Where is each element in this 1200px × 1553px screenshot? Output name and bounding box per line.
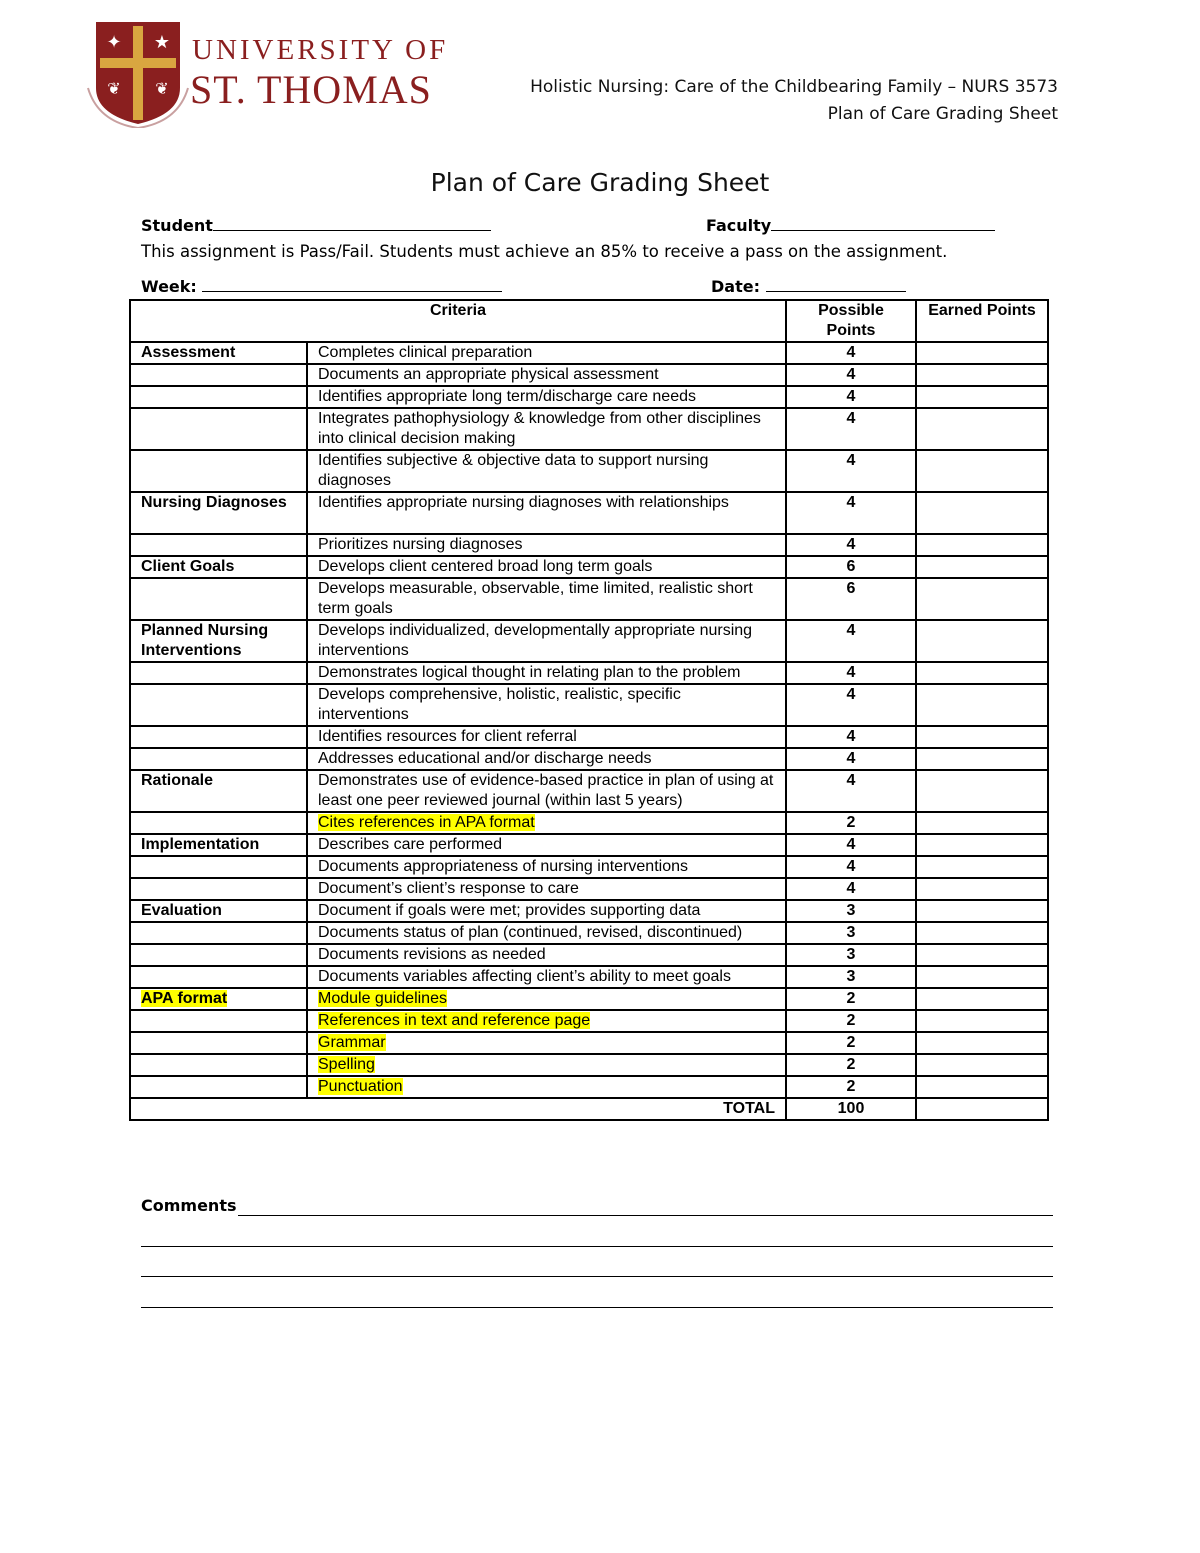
row-possible-points: 4 [786, 534, 916, 556]
criterion-text: Addresses educational and/or discharge needs [318, 750, 652, 767]
criterion-text: Identifies appropriate long term/discharge care needs [318, 388, 696, 405]
criterion-text: Identifies resources for client referral [318, 728, 577, 745]
criterion-text: References in text and reference page [318, 1012, 591, 1029]
row-possible-points: 4 [786, 386, 916, 408]
row-possible-points: 4 [786, 662, 916, 684]
total-value: 100 [786, 1098, 916, 1120]
row-category [130, 922, 307, 944]
row-possible-points: 3 [786, 922, 916, 944]
row-criterion [307, 900, 786, 922]
row-possible-points: 6 [786, 556, 916, 578]
date-label: Date: [711, 277, 760, 296]
row-criterion [307, 988, 786, 1010]
row-category [130, 834, 307, 856]
row-possible-points: 6 [786, 578, 916, 620]
header-subtitle: Plan of Care Grading Sheet [827, 104, 1058, 124]
row-category [130, 492, 307, 534]
row-criterion [307, 684, 786, 726]
criterion-text: Documents an appropriate physical assessment [318, 366, 659, 383]
row-category [130, 342, 307, 364]
table-row [130, 812, 1048, 834]
row-earned-points[interactable] [916, 1076, 1048, 1098]
criterion-text: Identifies appropriate nursing diagnoses with relationships [318, 494, 729, 511]
row-category [130, 364, 307, 386]
total-label: TOTAL [130, 1098, 786, 1120]
row-criterion [307, 834, 786, 856]
row-category [130, 1054, 307, 1076]
criterion-text: Develops comprehensive, holistic, realistic, specific interventions [318, 686, 681, 723]
row-criterion [307, 408, 786, 450]
criterion-text: Demonstrates logical thought in relating plan to the problem [318, 664, 741, 681]
table-row [130, 556, 1048, 578]
student-field[interactable] [141, 214, 491, 235]
row-earned-points[interactable] [916, 856, 1048, 878]
week-label: Week: [141, 277, 197, 296]
category-label: Assessment [141, 344, 236, 361]
table-row [130, 770, 1048, 812]
svg-text:❦: ❦ [107, 79, 121, 98]
row-criterion [307, 534, 786, 556]
row-earned-points[interactable] [916, 900, 1048, 922]
row-possible-points: 2 [786, 1032, 916, 1054]
row-category [130, 1076, 307, 1098]
week-line[interactable] [202, 275, 502, 292]
svg-text:★: ★ [153, 32, 171, 53]
row-category [130, 1010, 307, 1032]
comments-label: Comments [141, 1196, 237, 1215]
row-possible-points: 4 [786, 726, 916, 748]
row-criterion [307, 1032, 786, 1054]
row-possible-points: 4 [786, 834, 916, 856]
table-row [130, 900, 1048, 922]
date-field[interactable] [711, 275, 906, 296]
table-row [130, 620, 1048, 662]
row-possible-points: 4 [786, 364, 916, 386]
row-criterion [307, 812, 786, 834]
grading-table [129, 299, 1049, 1121]
pass-fail-note: This assignment is Pass/Fail. Students must achieve an 85% to receive a pass on the assignment. [141, 242, 948, 261]
table-row [130, 1054, 1048, 1076]
faculty-field[interactable] [706, 214, 995, 235]
criterion-text: Grammar [318, 1034, 386, 1051]
row-category [130, 812, 307, 834]
row-possible-points: 4 [786, 684, 916, 726]
category-label: APA format [141, 990, 228, 1007]
row-category [130, 1032, 307, 1054]
row-possible-points: 4 [786, 620, 916, 662]
row-category [130, 534, 307, 556]
table-row [130, 492, 1048, 534]
row-earned-points[interactable] [916, 726, 1048, 748]
row-earned-points[interactable] [916, 556, 1048, 578]
row-category [130, 944, 307, 966]
criterion-text: Identifies subjective & objective data to support nursing diagnoses [318, 452, 709, 489]
student-line[interactable] [213, 214, 491, 231]
logo-st-thomas: ST. THOMAS [190, 67, 432, 112]
header-course: Holistic Nursing: Care of the Childbearing Family – NURS 3573 [530, 77, 1058, 97]
criterion-text: Integrates pathophysiology & knowledge from other disciplines into clinical decision making [318, 410, 761, 447]
row-possible-points: 4 [786, 492, 916, 534]
row-earned-points[interactable] [916, 450, 1048, 492]
student-label: Student [141, 216, 213, 235]
table-row [130, 364, 1048, 386]
criterion-text: Documents appropriateness of nursing interventions [318, 858, 688, 875]
table-row [130, 578, 1048, 620]
category-label: Rationale [141, 772, 214, 789]
total-earned[interactable] [916, 1098, 1048, 1120]
row-category [130, 556, 307, 578]
row-criterion [307, 966, 786, 988]
table-row [130, 534, 1048, 556]
row-category [130, 578, 307, 620]
table-row [130, 684, 1048, 726]
criterion-text: Documents variables affecting client’s ability to meet goals [318, 968, 731, 985]
row-earned-points[interactable] [916, 492, 1048, 534]
category-label: Nursing Diagnoses [141, 494, 287, 511]
criterion-text: Documents revisions as needed [318, 946, 546, 963]
row-possible-points: 3 [786, 966, 916, 988]
row-category [130, 662, 307, 684]
table-header-row [130, 300, 1048, 342]
criterion-text: Document if goals were met; provides supporting data [318, 902, 701, 919]
comments-line-1[interactable] [238, 1215, 1053, 1216]
category-label: Implementation [141, 836, 260, 853]
category-label: Planned Nursing Interventions [141, 622, 269, 659]
row-category [130, 770, 307, 812]
table-row [130, 748, 1048, 770]
row-category [130, 748, 307, 770]
comments-line-3[interactable] [141, 1276, 1053, 1277]
table-row [130, 386, 1048, 408]
page-title: Plan of Care Grading Sheet [430, 168, 770, 197]
row-possible-points: 3 [786, 944, 916, 966]
row-earned-points[interactable] [916, 988, 1048, 1010]
table-row [130, 726, 1048, 748]
row-earned-points[interactable] [916, 1032, 1048, 1054]
row-possible-points: 4 [786, 408, 916, 450]
week-field[interactable] [141, 275, 502, 296]
row-category [130, 966, 307, 988]
table-row [130, 408, 1048, 450]
table-row [130, 1010, 1048, 1032]
row-possible-points: 4 [786, 748, 916, 770]
row-criterion [307, 726, 786, 748]
row-earned-points[interactable] [916, 834, 1048, 856]
row-criterion [307, 944, 786, 966]
row-criterion [307, 556, 786, 578]
row-criterion [307, 1076, 786, 1098]
row-criterion [307, 492, 786, 534]
row-possible-points: 4 [786, 856, 916, 878]
table-row [130, 1076, 1048, 1098]
table-row [130, 1032, 1048, 1054]
criterion-text: Punctuation [318, 1078, 403, 1095]
category-label: Client Goals [141, 558, 235, 575]
row-criterion [307, 620, 786, 662]
row-criterion [307, 662, 786, 684]
table-row [130, 662, 1048, 684]
row-criterion [307, 1054, 786, 1076]
row-earned-points[interactable] [916, 684, 1048, 726]
criterion-text: Cites references in APA format [318, 814, 535, 831]
table-row [130, 834, 1048, 856]
row-criterion [307, 922, 786, 944]
row-possible-points: 4 [786, 342, 916, 364]
table-row [130, 856, 1048, 878]
criterion-text: Spelling [318, 1056, 375, 1073]
table-row [130, 878, 1048, 900]
row-possible-points: 4 [786, 770, 916, 812]
possible-points-header: Possible Points [786, 300, 916, 342]
row-earned-points[interactable] [916, 812, 1048, 834]
criterion-text: Completes clinical preparation [318, 344, 533, 361]
row-possible-points: 2 [786, 1010, 916, 1032]
row-earned-points[interactable] [916, 620, 1048, 662]
row-category [130, 900, 307, 922]
row-criterion [307, 878, 786, 900]
criterion-text: Module guidelines [318, 990, 447, 1007]
row-earned-points[interactable] [916, 878, 1048, 900]
row-possible-points: 4 [786, 450, 916, 492]
row-earned-points[interactable] [916, 534, 1048, 556]
row-earned-points[interactable] [916, 386, 1048, 408]
comments-line-4[interactable] [141, 1307, 1053, 1308]
row-earned-points[interactable] [916, 342, 1048, 364]
row-criterion [307, 1010, 786, 1032]
row-earned-points[interactable] [916, 944, 1048, 966]
row-earned-points[interactable] [916, 1054, 1048, 1076]
faculty-label: Faculty [706, 216, 772, 235]
svg-text:❦: ❦ [155, 79, 169, 98]
row-category [130, 684, 307, 726]
criterion-text: Prioritizes nursing diagnoses [318, 536, 523, 553]
row-earned-points[interactable] [916, 922, 1048, 944]
row-possible-points: 2 [786, 1076, 916, 1098]
table-row [130, 450, 1048, 492]
earned-points-header: Earned Points [916, 300, 1048, 342]
row-category [130, 988, 307, 1010]
criterion-text: Documents status of plan (continued, revised, discontinued) [318, 924, 743, 941]
criterion-text: Describes care performed [318, 836, 503, 853]
row-earned-points[interactable] [916, 748, 1048, 770]
criterion-text: Document’s client’s response to care [318, 880, 579, 897]
row-criterion [307, 386, 786, 408]
row-criterion [307, 856, 786, 878]
faculty-line[interactable] [771, 214, 995, 231]
row-possible-points: 2 [786, 812, 916, 834]
criteria-header: Criteria [130, 300, 786, 342]
row-earned-points[interactable] [916, 770, 1048, 812]
row-earned-points[interactable] [916, 578, 1048, 620]
table-row [130, 342, 1048, 364]
table-row [130, 966, 1048, 988]
row-earned-points[interactable] [916, 662, 1048, 684]
row-criterion [307, 450, 786, 492]
row-criterion [307, 342, 786, 364]
row-possible-points: 4 [786, 878, 916, 900]
row-earned-points[interactable] [916, 408, 1048, 450]
row-category [130, 856, 307, 878]
row-possible-points: 2 [786, 988, 916, 1010]
row-earned-points[interactable] [916, 1010, 1048, 1032]
row-category [130, 878, 307, 900]
table-row [130, 988, 1048, 1010]
row-category [130, 408, 307, 450]
row-category [130, 386, 307, 408]
row-criterion [307, 578, 786, 620]
date-line[interactable] [766, 275, 906, 292]
comments-line-2[interactable] [141, 1246, 1053, 1247]
svg-text:✦: ✦ [106, 32, 122, 53]
criterion-text: Develops client centered broad long term goals [318, 558, 653, 575]
row-criterion [307, 770, 786, 812]
row-category [130, 450, 307, 492]
logo-university-of: UNIVERSITY OF [192, 34, 449, 66]
row-earned-points[interactable] [916, 364, 1048, 386]
row-criterion [307, 748, 786, 770]
table-row [130, 944, 1048, 966]
criterion-text: Develops individualized, developmentally appropriate nursing interventions [318, 622, 753, 659]
table-row [130, 922, 1048, 944]
criterion-text: Develops measurable, observable, time limited, realistic short term goals [318, 580, 753, 617]
criterion-text: Demonstrates use of evidence-based practice in plan of using at least one peer reviewed journal (within last 5 years) [318, 772, 774, 809]
row-possible-points: 3 [786, 900, 916, 922]
row-category [130, 620, 307, 662]
row-criterion [307, 364, 786, 386]
category-label: Evaluation [141, 902, 222, 919]
row-possible-points: 2 [786, 1054, 916, 1076]
total-row [130, 1098, 1048, 1120]
row-earned-points[interactable] [916, 966, 1048, 988]
row-category [130, 726, 307, 748]
document-header [530, 74, 1058, 128]
